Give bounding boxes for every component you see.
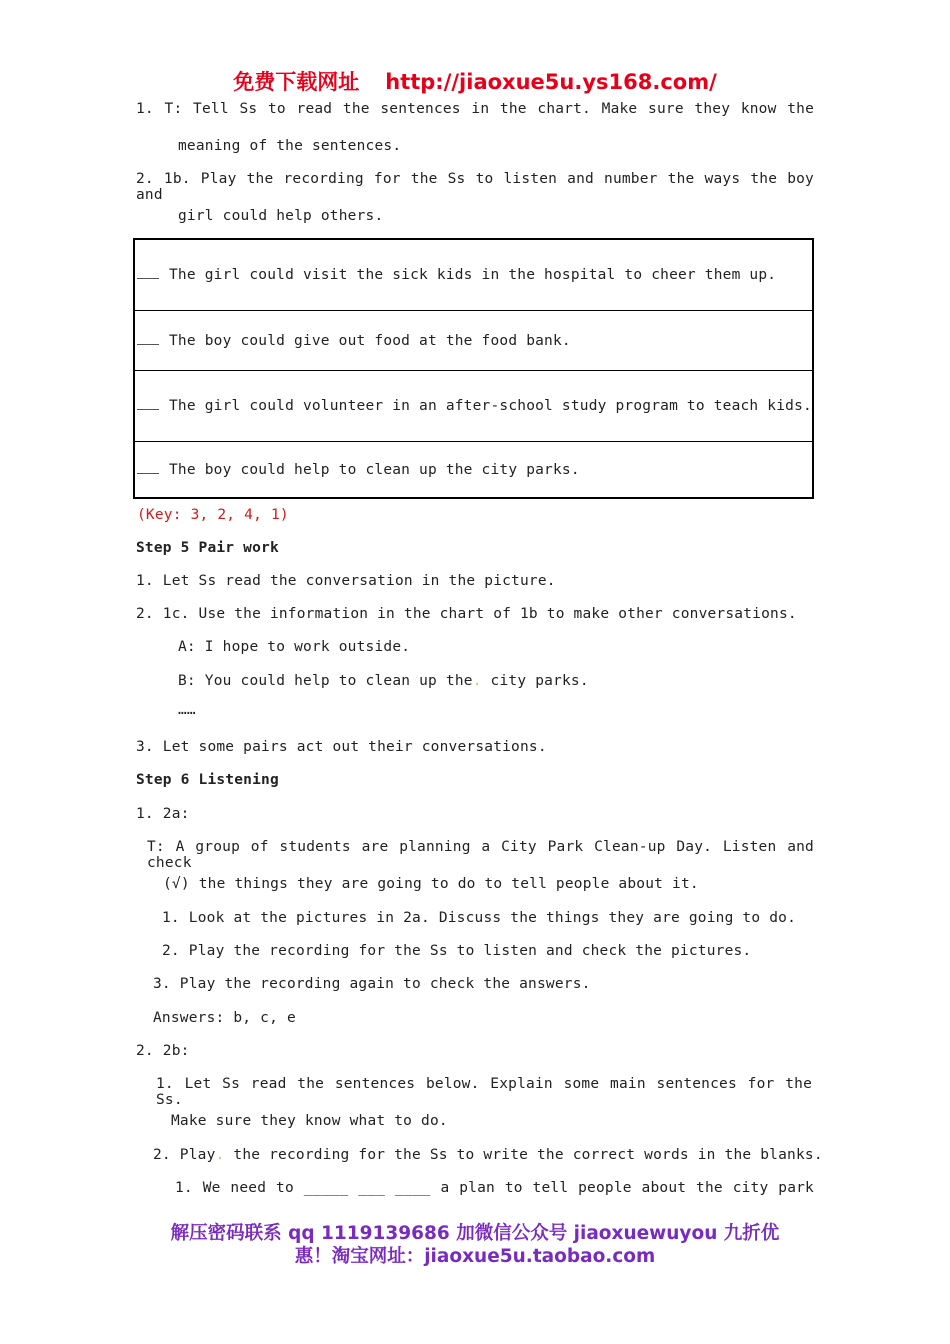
chart-row-text: The boy could give out food at the food bank. [169,332,571,349]
teacher-instruction-cont [163,876,699,892]
chart-row [134,370,813,441]
item-2: 2. 1b. Play the recording for the Ss to listen and number the ways the boy and [136,171,814,203]
step6-2b-sub-1: 1. Let Ss read the sentences below. Explain some main sentences for the Ss. [156,1076,812,1108]
step6-title: Step 6 Listening [136,772,279,788]
step5-item-2: 2. 1c. Use the information in the chart of 1b to make other conversations. [136,606,797,622]
step6-2b-sub-1-cont: Make sure they know what to do. [171,1113,448,1129]
instruction-end: g to do to tell people about it. [413,876,699,892]
page-header [0,66,950,96]
header-url[interactable]: http://jiaoxue5u.ys168.com/ [385,70,717,94]
instruction-start: (√) the things they are goin [163,876,414,892]
chart-row [134,310,813,370]
chart-row [134,441,813,498]
dialogue-b-end: city parks. [481,673,589,689]
listening-chart [133,238,814,499]
step6-sub-1: 1. Look at the pictures in 2a. Discuss the things they are going to do. [162,910,797,926]
sub-2-end: the recording for the Ss to write the correct words in the blanks. [224,1147,823,1163]
chart-row-text: The girl could visit the sick kids in the hospital to cheer them up. [169,267,777,284]
item-1: 1. T: Tell Ss to read the sentences in the chart. Make sure they know the [136,101,814,117]
header-label: 免费下载网址 [233,70,360,94]
step6-item-2: 2. 2b: [136,1043,190,1059]
dialogue-ellipsis: …… [178,702,196,718]
answers: Answers: b, c, e [153,1010,296,1026]
dialogue-a: A: I hope to work outside. [178,639,411,655]
item-2-cont: girl could help others. [178,208,384,224]
footer-line-2: 惠！淘宝网址：jiaoxue5u.taobao.com [294,1246,656,1267]
chart-key: (Key: 3, 2, 4, 1) [137,507,289,523]
answer-blank[interactable] [137,397,159,410]
step6-sub-3: 3. Play the recording again to check the answers. [153,976,591,992]
step5-title: Step 5 Pair work [136,540,279,556]
chart-row-text: The boy could help to clean up the city parks. [169,461,580,478]
chart-row-text: The girl could volunteer in an after-school study program to teach kids. [169,398,812,414]
step5-item-3: 3. Let some pairs act out their conversations. [136,739,547,755]
step6-sub-2: 2. Play the recording for the Ss to listen and check the pictures. [162,943,752,959]
step6-item-1: 1. 2a: [136,806,190,822]
stray-mark: . [472,673,482,689]
step6-2b-sub-2 [153,1147,823,1163]
fill-blank-1: 1. We need to _____ ___ ____ a plan to tell people about the city park [175,1180,814,1196]
dialogue-b-start: B: You could help to clean up the [178,673,473,689]
answer-blank[interactable] [137,461,159,474]
answer-blank[interactable] [137,332,159,345]
item-1-cont: meaning of the sentences. [178,138,402,154]
sub-2-start: 2. Play [153,1147,216,1163]
dialogue-b [178,673,589,689]
answer-blank[interactable] [137,266,159,279]
chart-row [134,239,813,310]
teacher-instruction: T: A group of students are planning a City Park Clean-up Day. Listen and check [147,839,814,871]
stray-mark: . [215,1147,225,1163]
footer-line-1: 解压密码联系 qq 1119139686 加微信公众号 jiaoxuewuyou 九折优 [170,1223,780,1244]
step5-item-1: 1. Let Ss read the conversation in the picture. [136,573,556,589]
